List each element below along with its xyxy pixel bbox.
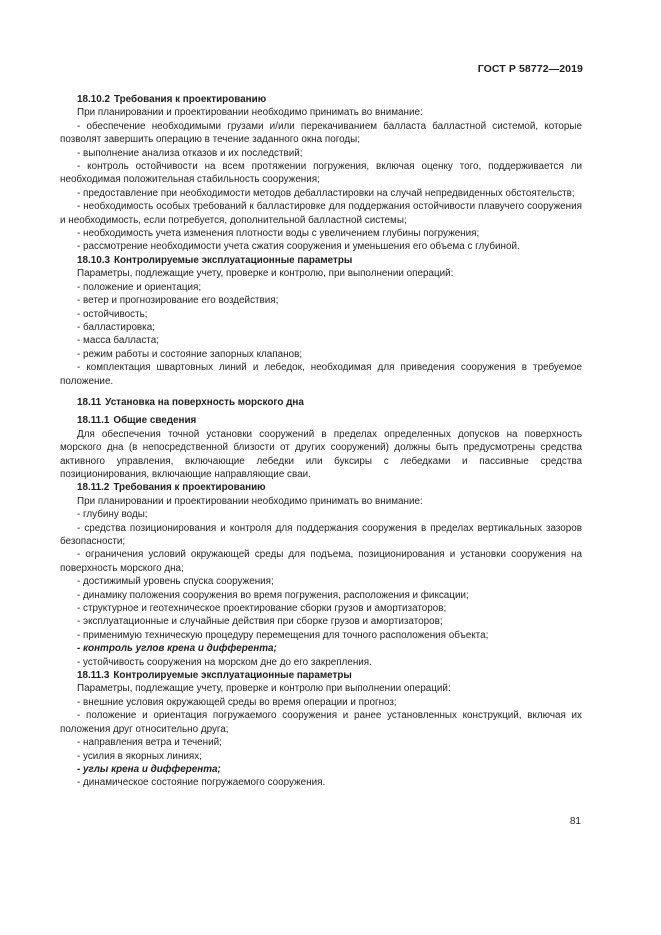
- paragraph: При планировании и проектировании необходимо принимать во внимание:: [77, 107, 423, 119]
- heading-18-11-3: [60, 669, 582, 682]
- paragraph: Параметры, подлежащие учету, проверке и контролю, при выполнении операций:: [77, 268, 454, 280]
- list-item: - выполнение анализа отказов и их последствий;: [77, 147, 303, 159]
- list-item: - предоставление при необходимости методов дебалластировки на случай непредвиденных обстоятельств;: [77, 187, 575, 199]
- list-item: - масса балласта;: [77, 335, 159, 347]
- list-item: - обеспечение необходимыми грузами и/или перекачиванием балласта балластной системой, которые позволят завершить операцию в течение заданного окна погоды;: [60, 120, 582, 146]
- heading-title: Требования к проектированию: [113, 482, 266, 494]
- list-item: - внешние условия окружающей среды во время операции и прогноз;: [77, 696, 397, 708]
- heading-18-10-3: [60, 254, 582, 267]
- standard-header: ГОСТ Р 58772—2019: [477, 63, 583, 75]
- list-item: - комплектация швартовных линий и лебедок, необходимая для приведения сооружения в требуемое положение.: [60, 362, 582, 387]
- heading-18-11-1: [60, 414, 582, 427]
- list-item: - структурное и геотехническое проектирование сборки грузов и амортизаторов;: [77, 603, 447, 615]
- spacer: [60, 388, 582, 396]
- list-item: - динамику положения сооружения во время погружения, расположения и фиксации;: [77, 589, 469, 601]
- heading-number: 18.11.2: [77, 482, 110, 494]
- heading-title: Общие сведения: [113, 415, 197, 427]
- heading-title: Контролируемые эксплуатационные параметры: [113, 254, 353, 266]
- page-number: 81: [569, 816, 581, 827]
- list-item: - средства позиционирования и контроля для поддержания сооружения в пределах вертикальных зазоров безопасности;: [60, 522, 582, 547]
- list-item: - эксплуатационные и случайные действия при сборке грузов и амортизаторов;: [77, 616, 443, 628]
- list-item-emphasized: - углы крена и дифферента;: [77, 763, 221, 775]
- heading-number: 18.11.3: [77, 670, 110, 682]
- list-item: - положение и ориентация погружаемого сооружения и ранее установленных конструкций, включая их положения друг относительно друга;: [60, 710, 582, 735]
- list-item-emphasized: - контроль углов крена и дифферента;: [77, 643, 277, 655]
- list-item: - ветер и прогнозирование его воздействия;: [77, 295, 279, 307]
- list-item: - остойчивость;: [77, 308, 148, 320]
- heading-number: 18.10.3: [77, 254, 110, 266]
- list-item: - глубину воды;: [77, 509, 148, 521]
- paragraph: При планировании и проектировании необходимо принимать во внимание:: [77, 495, 423, 507]
- list-item: - контроль остойчивости на всем протяжении погружения, включая оценку того, поддерживается ли необходимая положительная стабильность сооружения;: [60, 161, 582, 186]
- list-item: - положение и ориентация;: [77, 281, 202, 293]
- paragraph: Для обеспечения точной установки сооружений в пределах определенных допусков на поверхность морского дна (в непосредственной близости от других сооружений) должны быть предусмотрены средства активного управления, включающие лебедки или буксиры с лебедками и пассивные средства позиционирования, включающие направляющие сваи.: [60, 428, 582, 480]
- heading-title: Установка на поверхность морского дна: [105, 396, 304, 408]
- list-item: - необходимость особых требований к балластировке для поддержания остойчивости плавучего сооружения и необходимость, если потребуется, дополнительной балластной системы;: [60, 201, 582, 226]
- list-item: - достижимый уровень спуска сооружения;: [77, 576, 274, 588]
- heading-number: 18.11: [77, 396, 102, 408]
- heading-number: 18.11.1: [77, 415, 110, 427]
- heading-number: 18.10.2: [77, 94, 110, 105]
- list-item: - применимую техническую процедуру перемещения для точного расположения объекта;: [77, 629, 489, 641]
- list-item: - усилия в якорных линиях;: [77, 750, 202, 762]
- list-item: - рассмотрение необходимости учета сжатия сооружения и уменьшения его объема с глубиной.: [77, 241, 520, 253]
- list-item: - балластировка;: [77, 321, 155, 333]
- list-item: - необходимость учета изменения плотности воды с увеличением глубины погружения;: [77, 228, 480, 240]
- heading-title: Контролируемые эксплуатационные параметры: [113, 670, 352, 682]
- list-item: - режим работы и состояние запорных клапанов;: [77, 348, 303, 360]
- document-body: [60, 93, 582, 790]
- list-item: - устойчивость сооружения на морском дне до его закрепления.: [77, 656, 372, 668]
- paragraph: Параметры, подлежащие учету, проверке и контролю при выполнении операций:: [77, 683, 451, 695]
- list-item: - ограничения условий окружающей среды для подъема, позиционирования и установки сооружения на поверхность морского дна;: [60, 549, 582, 574]
- list-item: - направления ветра и течений;: [77, 737, 222, 749]
- heading-18-11: [60, 396, 582, 409]
- heading-title: Требования к проектированию: [113, 94, 267, 105]
- heading-18-11-2: [60, 481, 582, 494]
- list-item: - динамическое состояние погружаемого сооружения.: [77, 777, 326, 789]
- heading-18-10-2: [60, 93, 582, 106]
